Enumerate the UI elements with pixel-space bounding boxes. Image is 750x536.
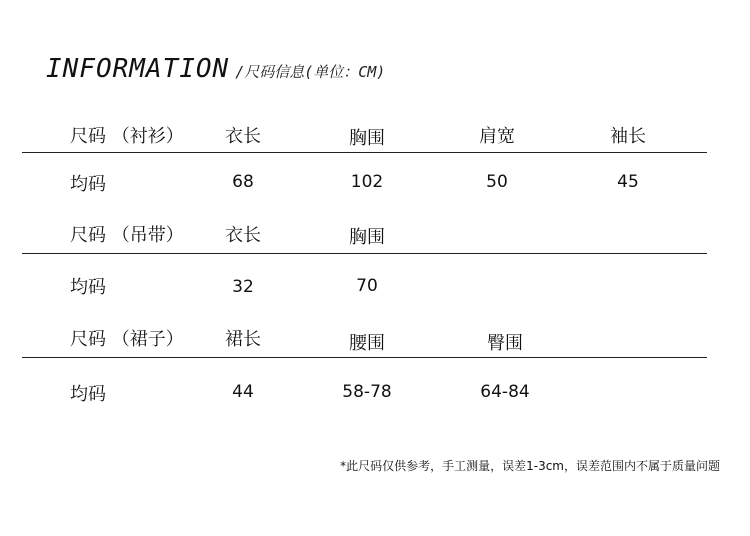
shirt-chest-value: 102 xyxy=(350,172,384,192)
camisole-chest-header: 胸围 xyxy=(349,227,385,248)
camisole-chest-value: 70 xyxy=(356,276,378,296)
camisole-length-header: 衣长 xyxy=(225,225,261,246)
shirt-length-header: 衣长 xyxy=(225,126,261,147)
skirt-length-value: 44 xyxy=(232,382,254,402)
shirt-shoulder-value: 50 xyxy=(486,172,508,192)
camisole-size-value: 均码 xyxy=(70,277,106,298)
title-subtitle: /尺码信息(单位：CM) xyxy=(235,63,386,81)
camisole-header-divider xyxy=(22,253,707,254)
camisole-length-value: 32 xyxy=(232,277,254,297)
measurement-note: *此尺码仅供参考，手工测量，误差1-3cm，误差范围内不属于质量问题 xyxy=(340,459,720,473)
shirt-header-divider xyxy=(22,152,707,153)
page-title xyxy=(46,54,385,84)
shirt-shoulder-header: 肩宽 xyxy=(479,126,515,147)
skirt-length-header: 裙长 xyxy=(225,329,261,350)
skirt-hip-header: 臀围 xyxy=(487,333,523,354)
camisole-size-label: 尺码 （吊带） xyxy=(70,225,184,246)
skirt-hip-value: 64-84 xyxy=(480,382,530,402)
title-main: INFORMATION xyxy=(46,54,230,84)
shirt-size-label: 尺码 （衬衫） xyxy=(70,126,184,147)
shirt-chest-header: 胸围 xyxy=(349,128,385,149)
skirt-header-divider xyxy=(22,357,707,358)
shirt-sleeve-value: 45 xyxy=(617,172,639,192)
shirt-length-value: 68 xyxy=(232,172,254,192)
shirt-size-value: 均码 xyxy=(70,174,106,195)
skirt-size-value: 均码 xyxy=(70,384,106,405)
shirt-sleeve-header: 袖长 xyxy=(610,126,646,147)
skirt-size-label: 尺码 （裙子） xyxy=(70,329,184,350)
skirt-waist-header: 腰围 xyxy=(349,333,385,354)
skirt-waist-value: 58-78 xyxy=(342,382,392,402)
